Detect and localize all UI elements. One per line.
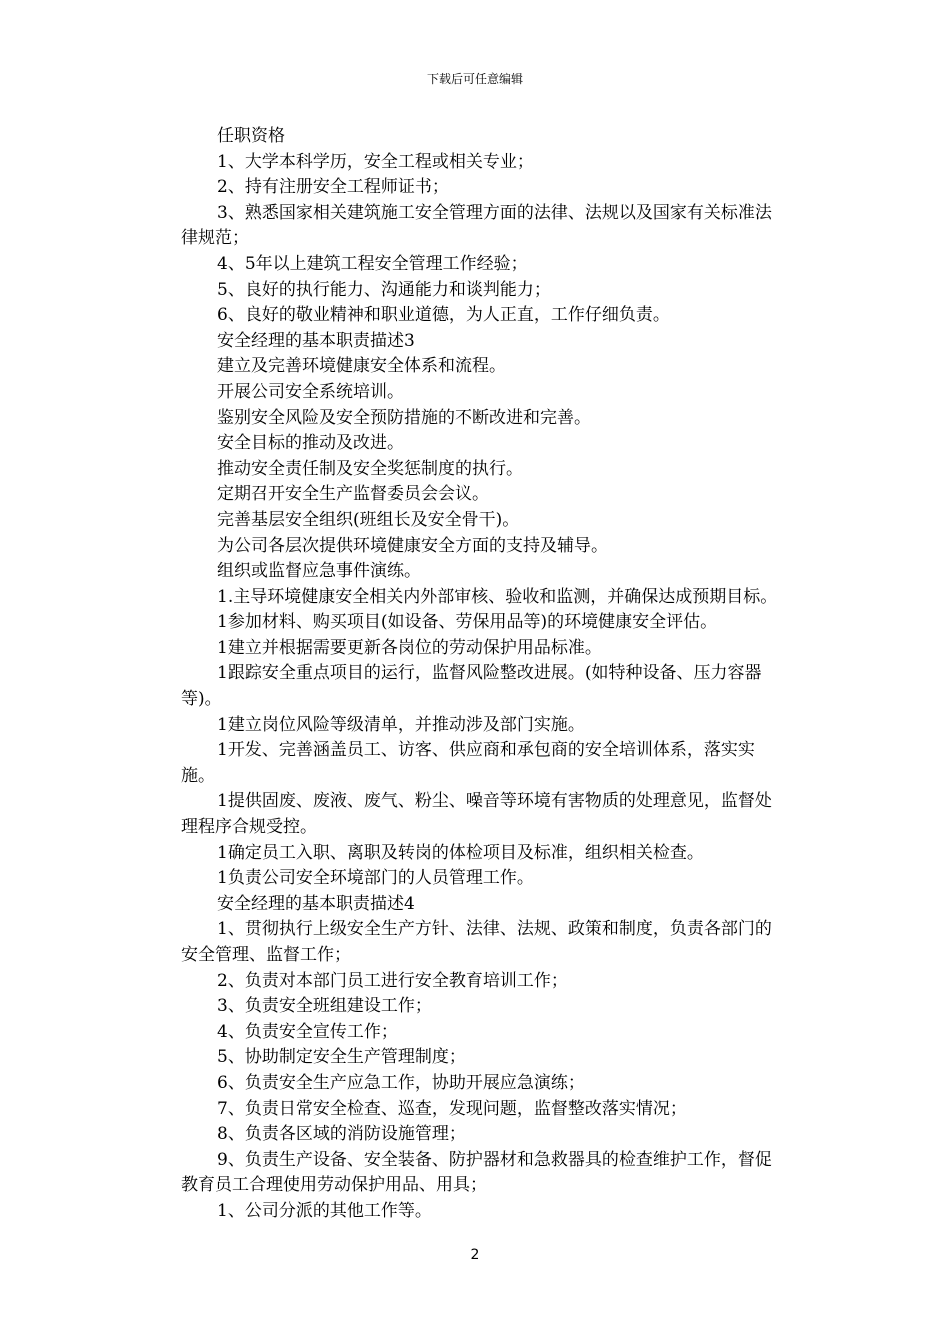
paragraph: 3、熟悉国家相关建筑施工安全管理方面的法律、法规以及国家有关标准法律规范；: [181, 202, 772, 249]
paragraph: 鉴别安全风险及安全预防措施的不断改进和完善。: [217, 407, 591, 428]
paragraph: 1确定员工入职、离职及转岗的体检项目及标准，组织相关检查。: [217, 842, 704, 863]
paragraph: 5、良好的执行能力、沟通能力和谈判能力；: [217, 279, 551, 300]
paragraph: 6、负责安全生产应急工作，协助开展应急演练；: [217, 1072, 585, 1093]
document-body: [181, 124, 781, 1225]
section-heading: 安全经理的基本职责描述3: [217, 330, 415, 351]
paragraph: 3、负责安全班组建设工作；: [217, 996, 432, 1017]
paragraph: 1.主导环境健康安全相关内外部审核、验收和监测，并确保达成预期目标。: [217, 586, 778, 607]
paragraph: 7、负责日常安全检查、巡查，发现问题，监督整改落实情况；: [217, 1098, 687, 1119]
paragraph: 建立及完善环境健康安全体系和流程。: [217, 356, 506, 377]
paragraph: 组织或监督应急事件演练。: [217, 561, 421, 582]
section-heading: 安全经理的基本职责描述4: [217, 893, 415, 914]
paragraph: 开展公司安全系统培训。: [217, 381, 404, 402]
paragraph: 1、贯彻执行上级安全生产方针、法律、法规、政策和制度，负责各部门的安全管理、监督工作；: [181, 919, 772, 965]
paragraph: 1负责公司安全环境部门的人员管理工作。: [217, 868, 534, 889]
paragraph: 5、协助制定安全生产管理制度；: [217, 1047, 466, 1068]
paragraph: 4、5年以上建筑工程安全管理工作经验；: [217, 253, 528, 274]
paragraph: 4、负责安全宣传工作；: [217, 1021, 398, 1042]
paragraph: 1提供固废、废液、废气、粉尘、噪音等环境有害物质的处理意见，监督处理程序合规受控。: [181, 791, 772, 838]
paragraph: 1跟踪安全重点项目的运行，监督风险整改进展。(如特种设备、压力容器等)。: [181, 663, 762, 710]
paragraph: 1、公司分派的其他工作等。: [217, 1200, 432, 1221]
paragraph: 6、良好的敬业精神和职业道德，为人正直，工作仔细负责。: [217, 305, 670, 326]
paragraph: 1开发、完善涵盖员工、访客、供应商和承包商的安全培训体系，落实实施。: [181, 740, 755, 786]
paragraph: 1建立岗位风险等级清单，并推动涉及部门实施。: [217, 714, 585, 735]
paragraph: 任职资格: [217, 126, 285, 146]
paragraph: 8、负责各区域的消防设施管理；: [217, 1124, 466, 1145]
paragraph: 1、大学本科学历，安全工程或相关专业；: [217, 151, 534, 172]
paragraph: 定期召开安全生产监督委员会会议。: [217, 484, 489, 505]
paragraph: 2、持有注册安全工程师证书；: [217, 177, 449, 198]
page-header: 下载后可任意编辑: [426, 72, 523, 86]
paragraph: 2、负责对本部门员工进行安全教育培训工作；: [217, 970, 568, 991]
paragraph: 1建立并根据需要更新各岗位的劳动保护用品标准。: [217, 637, 602, 658]
paragraph: 1参加材料、购买项目(如设备、劳保用品等)的环境健康安全评估。: [217, 612, 718, 633]
paragraph: 推动安全责任制及安全奖惩制度的执行。: [217, 458, 523, 479]
paragraph: 为公司各层次提供环境健康安全方面的支持及辅导。: [217, 535, 608, 556]
page-number: 2: [470, 1247, 480, 1263]
paragraph: 完善基层安全组织(班组长及安全骨干)。: [217, 509, 520, 530]
paragraph: 安全目标的推动及改进。: [217, 433, 404, 454]
paragraph: 9、负责生产设备、安全装备、防护器材和急救器具的检查维护工作，督促教育员工合理使用劳动保护用品、用具；: [181, 1149, 772, 1196]
